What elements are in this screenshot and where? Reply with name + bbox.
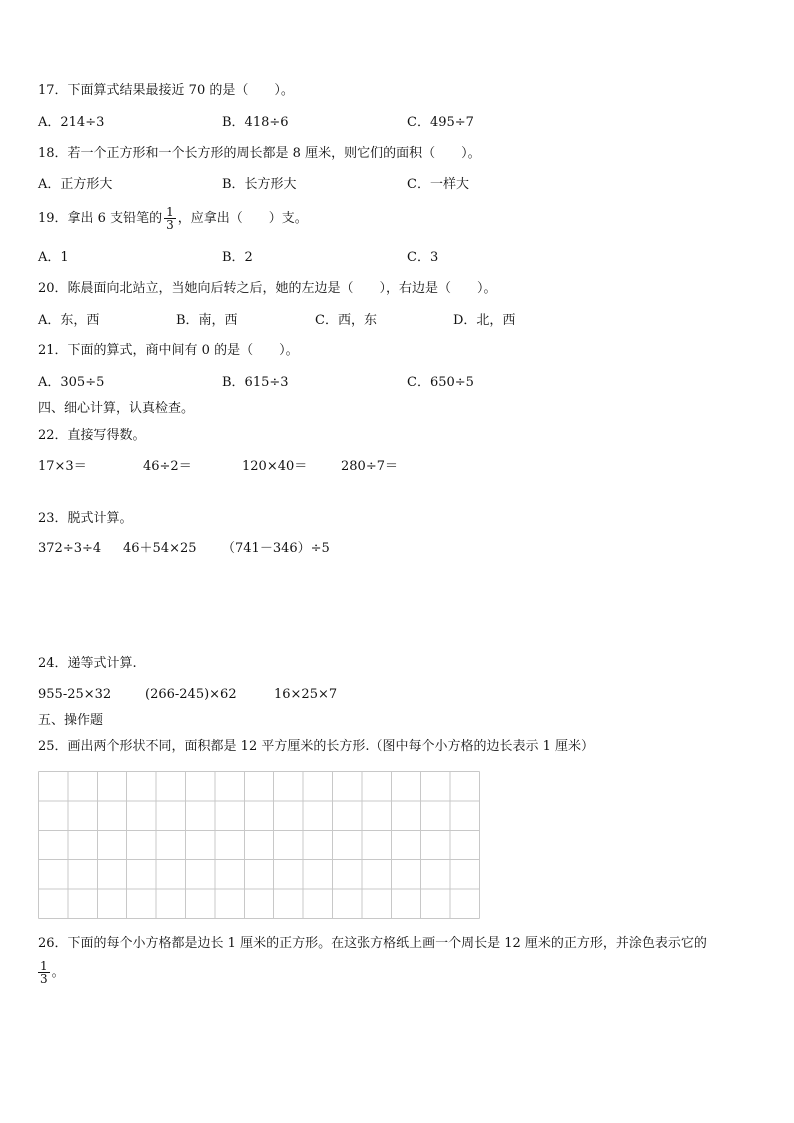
q21-option-b: B．615÷3 (222, 375, 289, 390)
q17-option-b: B．418÷6 (222, 115, 289, 130)
q18-option-a: A．正方形大 (38, 177, 113, 192)
q22-stem: 22．直接写得数。 (38, 428, 146, 443)
q19-stem-after: ，应拿出（ ）支。 (177, 211, 308, 226)
q20-option-c: C．西，东 (315, 313, 377, 328)
q25-stem: 25．画出两个形状不同，面积都是 12 平方厘米的长方形.（图中每个小方格的边长表示 1 厘米） (38, 739, 595, 754)
q26-stem-cont (38, 958, 65, 988)
q21-option-c: C．650÷5 (407, 375, 474, 390)
q26-fraction-numerator: 1 (40, 959, 48, 973)
q20-option-a: A．东，西 (38, 313, 100, 328)
q20-option-b: B．南，西 (176, 313, 238, 328)
section4-title: 四、细心计算，认真检查。 (38, 401, 195, 416)
q19-stem (38, 204, 308, 234)
q19-fraction-denominator: 3 (166, 218, 174, 232)
q19-stem-before: 19．拿出 6 支铅笔的 (38, 211, 163, 226)
q19-option-b: B．2 (222, 250, 253, 265)
q24-stem: 24．递等式计算. (38, 656, 137, 671)
q21-option-a: A．305÷5 (38, 375, 105, 390)
q26-stem: 26．下面的每个小方格都是边长 1 厘米的正方形。在这张方格纸上画一个周长是 12 厘米的正方形，并涂色表示它的 (38, 936, 707, 951)
q19-fraction-numerator: 1 (166, 205, 174, 219)
q26-stem-end: 。 (51, 965, 65, 980)
q19-option-a: A．1 (38, 250, 69, 265)
q24-item-1: 955-25×32 (38, 687, 112, 702)
q20-option-d: D．北，西 (453, 313, 516, 328)
q26-fraction-denominator: 3 (40, 972, 48, 986)
q23-item-2: 46＋54×25 (123, 541, 197, 556)
q22-item-2: 46÷2＝ (143, 459, 192, 474)
q22-item-1: 17×3＝ (38, 459, 87, 474)
q18-option-b: B．长方形大 (222, 177, 297, 192)
q21-stem: 21．下面的算式，商中间有 0 的是（ ）。 (38, 343, 299, 358)
q23-item-3: （741－346）÷5 (222, 541, 330, 556)
q26-fraction (38, 960, 50, 985)
q19-option-c: C．3 (407, 250, 439, 265)
q20-stem: 20．陈晨面向北站立，当她向后转之后，她的左边是（ ），右边是（ ）。 (38, 281, 497, 296)
section5-title: 五、操作题 (38, 713, 104, 728)
q24-item-2: (266-245)×62 (145, 687, 237, 702)
q23-stem: 23．脱式计算。 (38, 511, 133, 526)
q17-option-a: A．214÷3 (38, 115, 105, 130)
q17-stem: 17．下面算式结果最接近 70 的是（ ）。 (38, 83, 294, 98)
q22-item-3: 120×40＝ (242, 459, 308, 474)
q25-grid-paper[interactable] (38, 771, 480, 920)
q19-fraction (164, 206, 176, 231)
q22-item-4: 280÷7＝ (341, 459, 398, 474)
q24-item-3: 16×25×7 (274, 687, 338, 702)
q23-item-1: 372÷3÷4 (38, 541, 102, 556)
q17-option-c: C．495÷7 (407, 115, 474, 130)
q18-stem: 18．若一个正方形和一个长方形的周长都是 8 厘米，则它们的面积（ ）。 (38, 146, 481, 161)
q18-option-c: C．一样大 (407, 177, 469, 192)
